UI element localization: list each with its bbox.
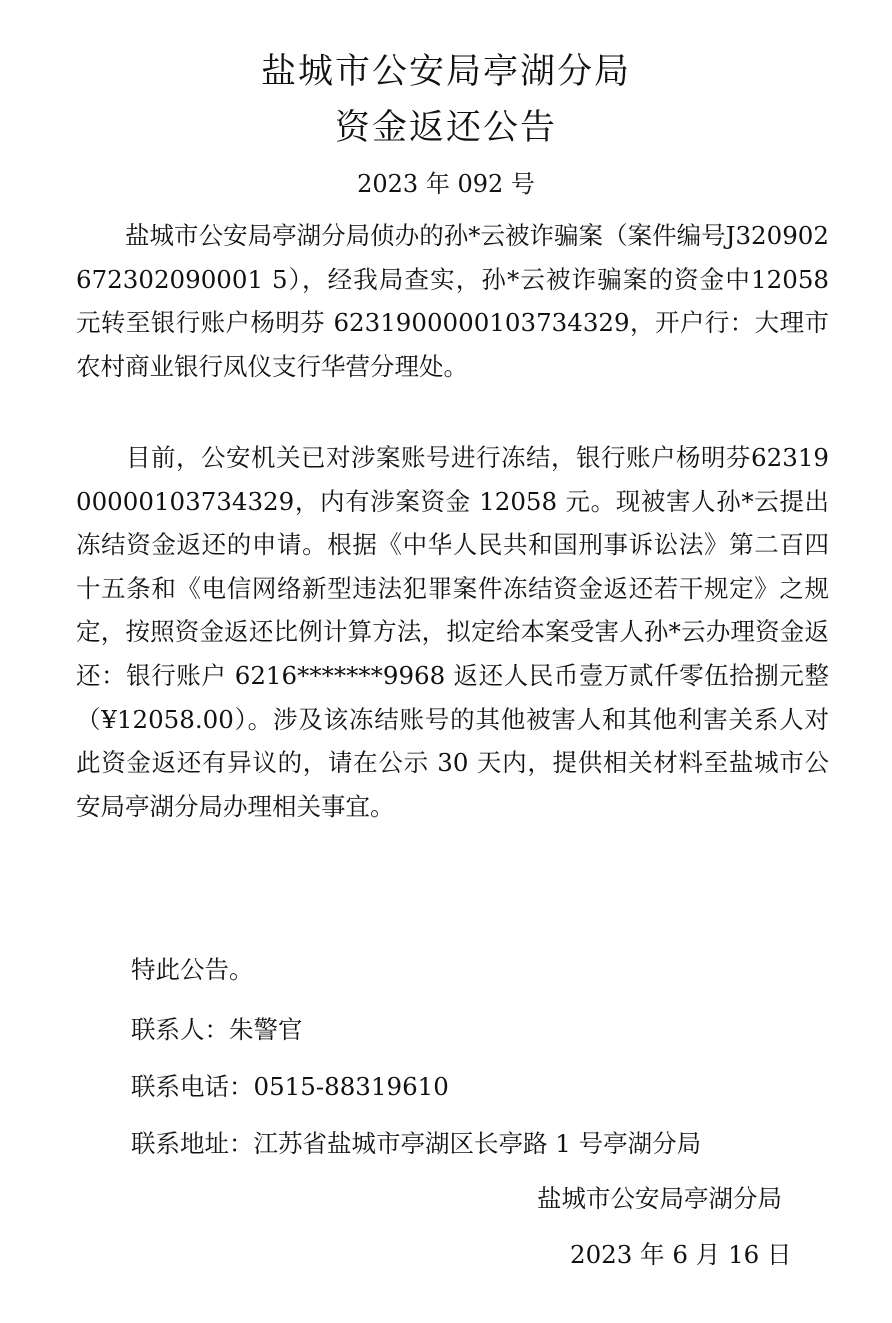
signature-organization: 盐城市公安局亭湖分局 [537, 1184, 782, 1213]
contact-person: 联系人：朱警官 [131, 1015, 303, 1044]
title-issuer: 盐城市公安局亭湖分局 [260, 52, 631, 92]
paragraph-refund-details: 目前，公安机关已对涉案账号进行冻结，银行账户杨明芬6231900000103734329，内有涉案资金 12058 元。现被害人孙*云提出冻结资金返还的申请。根据《中华人民共和国刑事诉讼法》第二百四十五条和《电信网络新型违法犯罪案件冻结资金返还若干规定》之规定，按照资金返还比例计算方法，拟定给本案受害人孙*云办理资金返还：银行账户 6216*******9968 返还人民币壹万贰仟零伍拾捌元整（¥12058.00）。涉及该冻结账号的其他被害人和其他利害关系人对此资金返还有异议的，请在公示 30 天内，提供相关材料至盐城市公安局亭湖分局办理相关事宜。 [76, 443, 829, 821]
paragraph-case-info: 盐城市公安局亭湖分局侦办的孙*云被诈骗案（案件编号J320902672302090001 5），经我局查实，孙*云被诈骗案的资金中12058 元转至银行账户杨明芬 6231900000103734329，开户行：大理市农村商业银行凤仪支行华营分理处。 [76, 221, 829, 381]
document-number: 2023 年 092 号 [357, 170, 535, 198]
contact-address: 联系地址：江苏省盐城市亭湖区长亭路 1 号亭湖分局 [131, 1129, 702, 1158]
closing-statement: 特此公告。 [131, 955, 254, 984]
signature-date: 2023 年 6 月 16 日 [570, 1240, 792, 1269]
contact-phone: 联系电话：0515-88319610 [131, 1072, 449, 1101]
title-notice: 资金返还公告 [334, 108, 557, 148]
